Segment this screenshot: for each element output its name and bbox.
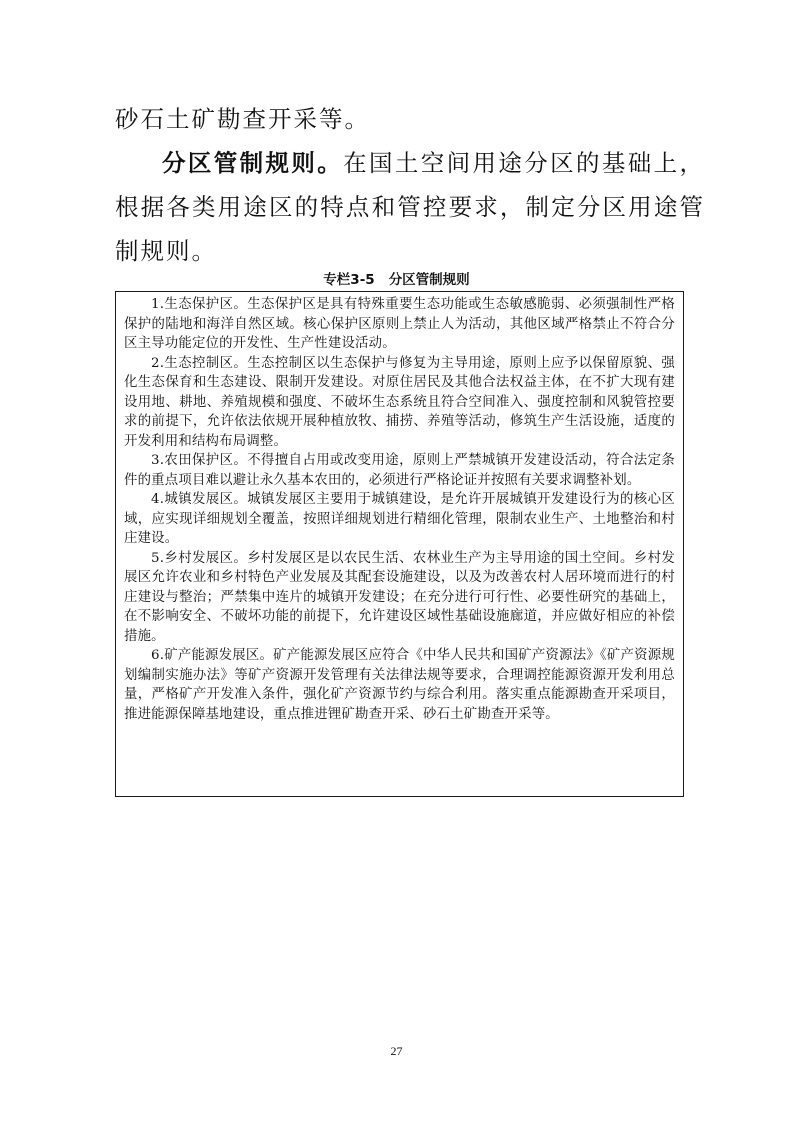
continuation-paragraph [115,97,705,141]
continuation-text: 砂石土矿勘查开采等。 [115,105,370,133]
box-item-farmland-protection: 3.农田保护区。不得擅自占用或改变用途，原则上严禁城镇开发建设活动，符合法定条件的重点项目难以避让永久基本农田的，必须进行严格论证并按照有关要求调整补划。 [124,453,675,488]
box-item-ecological-protection: 1.生态保护区。生态保护区是具有特殊重要生态功能或生态敏感脆弱、必须强制性严格保护的陆地和海洋自然区域。核心保护区原则上禁止人为活动，其他区域严格禁止不符合分区主导功能定位的开发性、生产性建设活动。 [124,297,675,351]
box-caption-title: 分区管制规则 [388,272,470,288]
rules-paragraph [115,141,705,273]
box-item-urban-development: 4.城镇发展区。城镇发展区主要用于城镇建设，是允许开展城镇开发建设行为的核心区域，应实现详细规划全覆盖，按照详细规划进行精细化管理，限制农业生产、土地整治和村庄建设。 [124,492,675,546]
zoning-rules-box [115,291,684,797]
page-number: 27 [390,1044,403,1058]
box-item-mineral-energy: 6.矿产能源发展区。矿产能源发展区应符合《中华人民共和国矿产资源法》《矿产资源规划编制实施办法》等矿产资源开发管理有关法律法规等要求，合理调控能源资源开发利用总量，严格矿产开发准入条件，强化矿产资源节约与综合利用。落实重点能源勘查开采项目，推进能源保障基地建设，重点推进锂矿勘查开采、砂石土矿勘查开采等。 [124,648,675,722]
box-caption [0,270,793,290]
box-item-ecological-control: 2.生态控制区。生态控制区以生态保护与修复为主导用途，原则上应予以保留原貌、强化生态保育和生态建设、限制开发建设。对原住居民及其他合法权益主体，在不扩大现有建设用地、耕地、养殖规模和强度、不破坏生态系统且符合空间准入、强度控制和风貌管控要求的前提下，允许依法依规开展种植放牧、捕捞、养殖等活动，修筑生产生活设施，适度的开发利用和结构布局调整。 [124,355,675,449]
rules-text: 在国土空间用途分区的基础上，根据各类用途区的特点和管控要求，制定分区用途管制规则。 [115,149,705,265]
box-item-rural-development: 5.乡村发展区。乡村发展区是以农民生活、农林业生产为主导用途的国土空间。乡村发展区允许农业和乡村特色产业发展及其配套设施建设，以及为改善农村人居环境而进行的村庄建设与整治；严禁集中连片的城镇开发建设；在充分进行可行性、必要性研究的基础上，在不影响安全、不破坏功能的前提下，允许建设区域性基础设施廊道，并应做好相应的补偿措施。 [124,550,675,644]
rules-heading: 分区管制规则。 [162,149,344,177]
box-caption-number: 专栏3-5 [323,272,375,288]
